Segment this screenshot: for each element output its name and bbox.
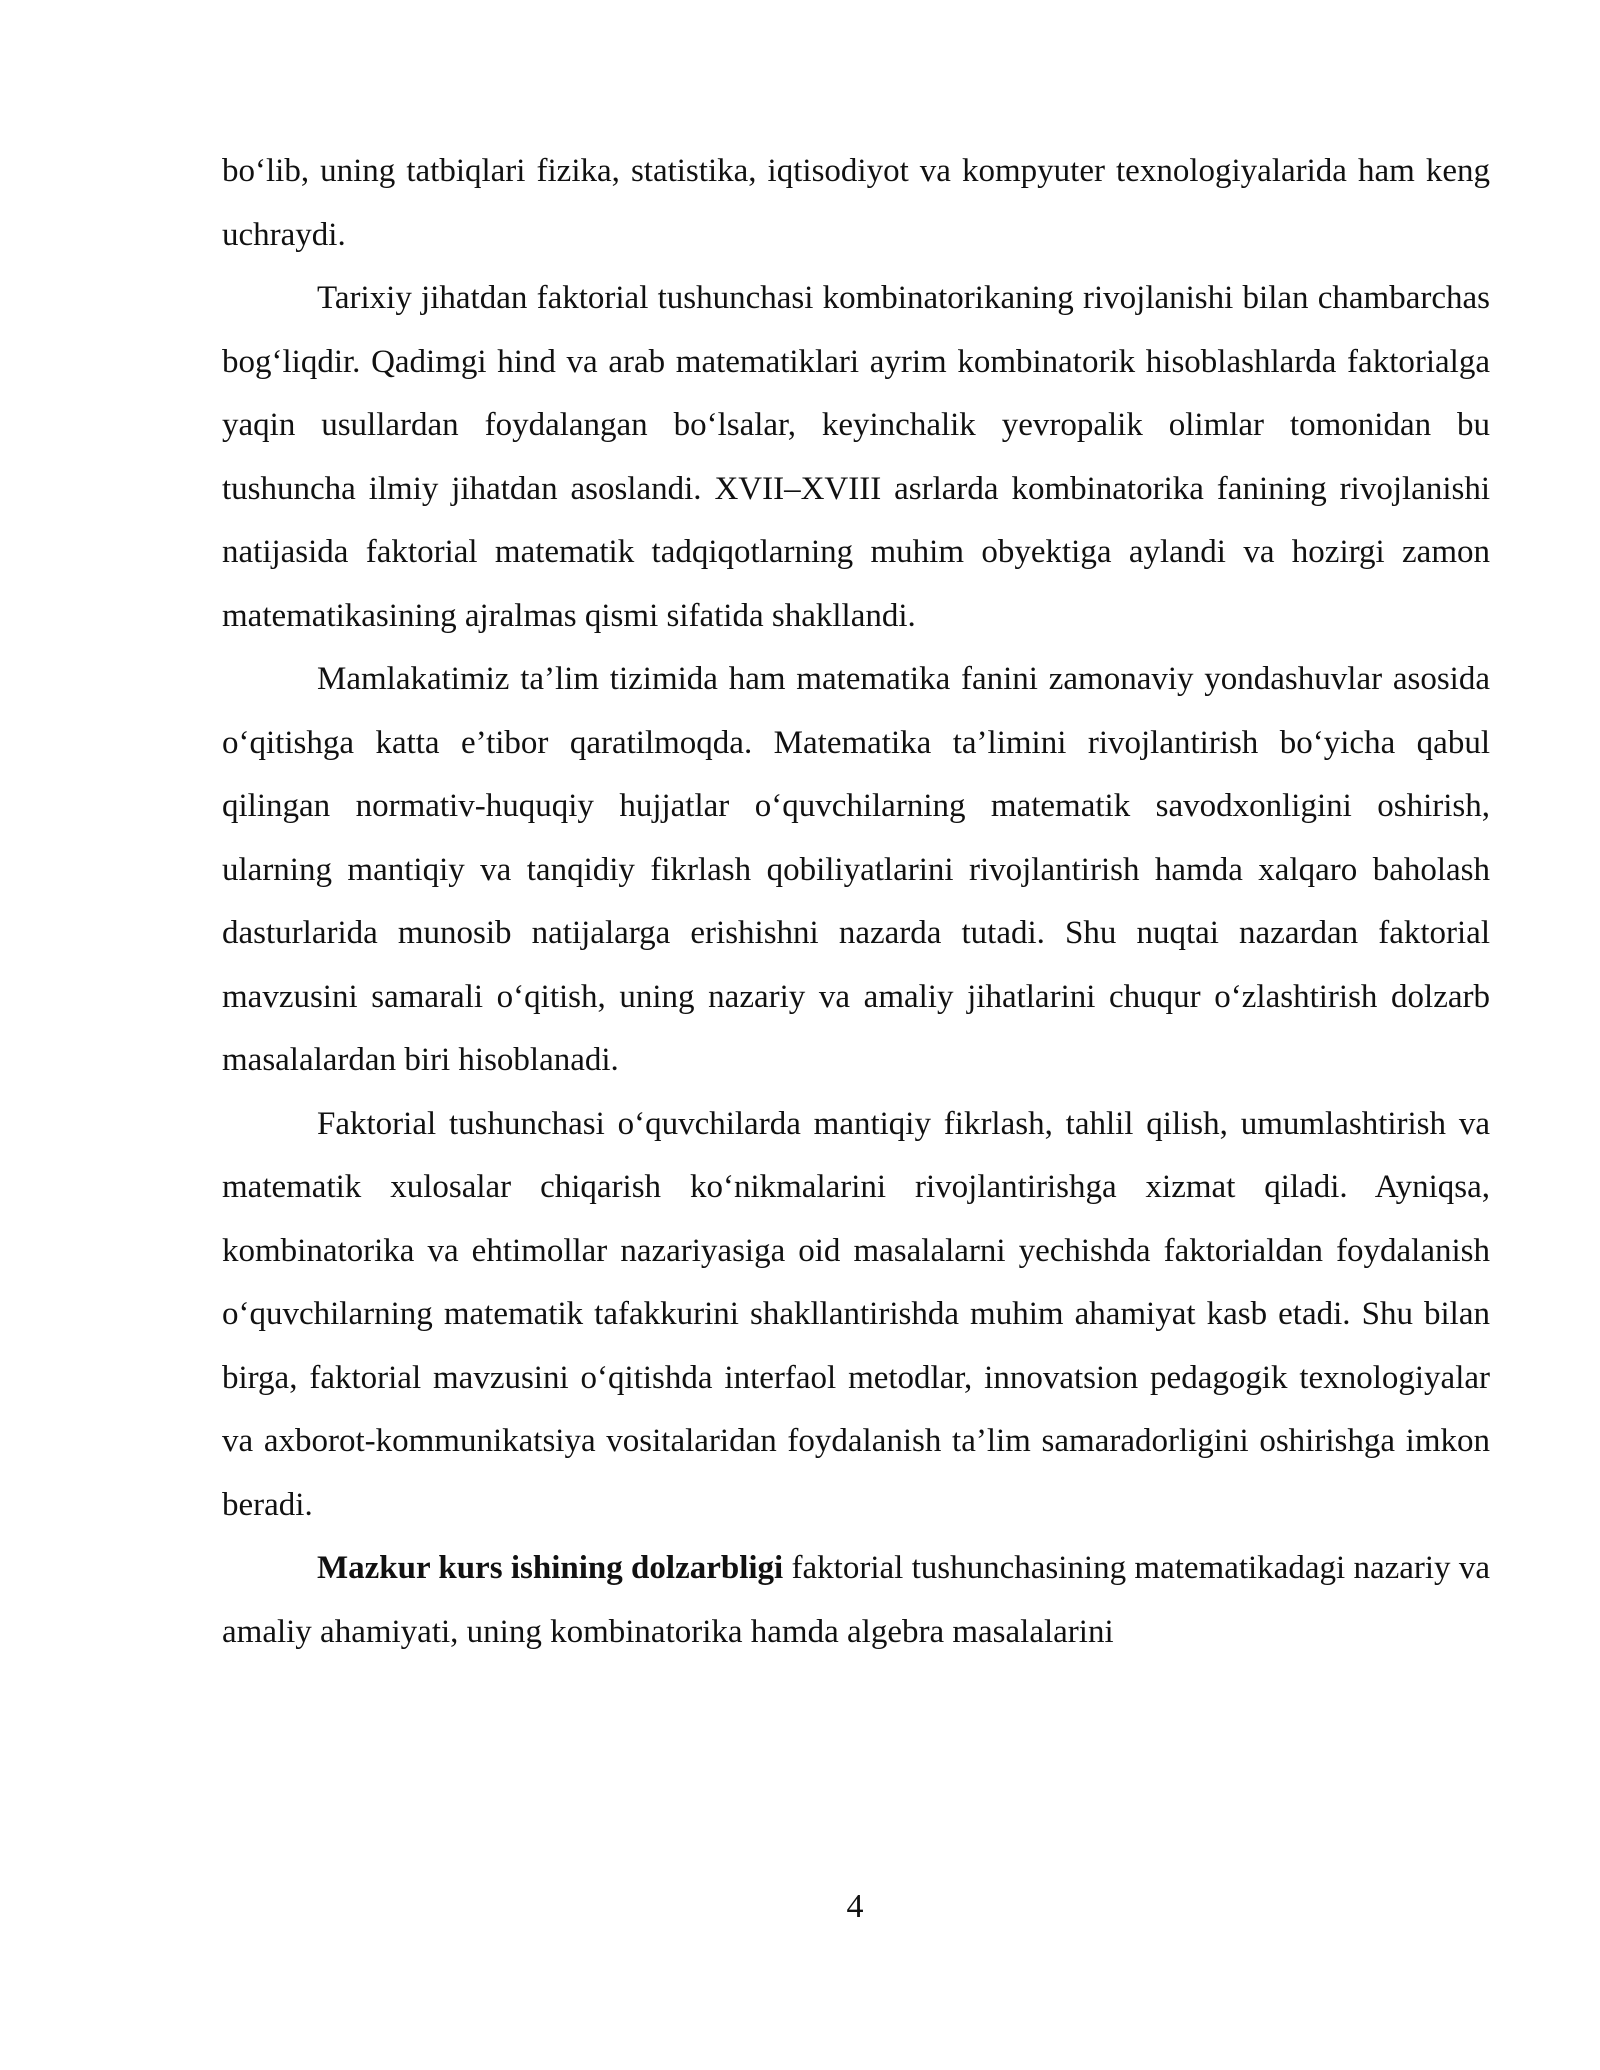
paragraph-continuation: bo‘lib, uning tatbiqlari fizika, statistika, iqtisodiyot va kompyuter texnologiyalarida ham keng uchraydi. — [222, 153, 1490, 253]
paragraph-relevance — [222, 1537, 1490, 1664]
relevance-text: faktorial tushunchasining matematikadagi nazariy va amaliy ahamiyati, uning kombinatorika hamda algebra masalalarini — [222, 1550, 1490, 1650]
page-number: 4 — [846, 1888, 864, 1925]
paragraph-history: Tarixiy jihatdan faktorial tushunchasi kombinatorikaning rivojlanishi bilan chambarchas bog‘liqdir. Qadimgi hind va arab matematiklari ayrim kombinatorik hisoblashlarda faktorialga yaqin usullardan foydalangan bo‘lsalar, keyinchalik yevropalik olimlar tomonidan bu tushuncha ilmiy jihatdan asoslandi. XVII–XVIII asrlarda kombinatorika fanining rivojlanishi natijasida faktorial matematik tadqiqotlarning muhim obyektiga aylandi va hozirgi zamon matematikasining ajralmas qismi sifatida shakllandi. — [222, 280, 1490, 634]
paragraph-skills: Faktorial tushunchasi o‘quvchilarda mantiqiy fikrlash, tahlil qilish, umumlashtirish va matematik xulosalar chiqarish ko‘nikmalarini rivojlantirishga xizmat qiladi. Ayniqsa, kombinatorika va ehtimollar nazariyasiga oid masalalarni yechishda faktorialdan foydalanish o‘quvchilarning matematik tafakkurini shakllantirishda muhim ahamiyat kasb etadi. Shu bilan birga, faktorial mavzusini o‘qitishda interfaol metodlar, innovatsion pedagogik texnologiyalar va axborot-kommunikatsiya vositalaridan foydalanish ta’lim samaradorligini oshirishga imkon beradi. — [222, 1105, 1490, 1523]
document-body — [222, 140, 1490, 1664]
paragraph-education-system: Mamlakatimiz ta’lim tizimida ham matematika fanini zamonaviy yondashuvlar asosida o‘qitishga katta e’tibor qaratilmoqda. Matematika ta’limini rivojlantirish bo‘yicha qabul qilingan normativ-huquqiy hujjatlar o‘quvchilarning matematik savodxonligini oshirish, ularning mantiqiy va tanqidiy fikrlash qobiliyatlarini rivojlantirish hamda xalqaro baholash dasturlarida munosib natijalarga erishishni nazarda tutadi. Shu nuqtai nazardan faktorial mavzusini samarali o‘qitish, uning nazariy va amaliy jihatlarini chuqur o‘zlashtirish dolzarb masalalardan biri hisoblanadi. — [222, 661, 1490, 1078]
relevance-heading: Mazkur kurs ishining dolzarbligi — [317, 1550, 784, 1586]
